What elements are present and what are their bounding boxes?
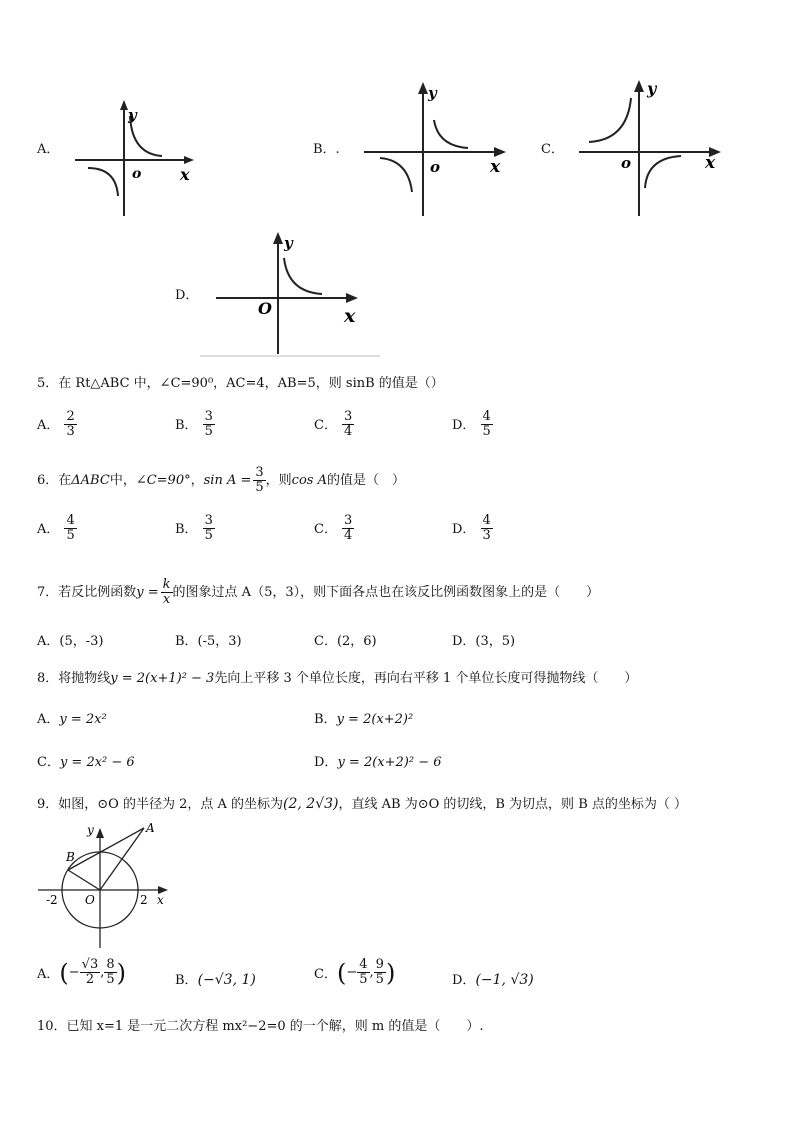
option-c[interactable] <box>314 410 354 439</box>
option-label: A． <box>37 142 60 157</box>
axis-x-label: x <box>344 305 356 327</box>
option-c[interactable]: C．(2，6) <box>314 634 377 649</box>
point-b-label: B <box>66 850 75 864</box>
option-a[interactable] <box>37 410 77 439</box>
fraction: $\frac{3}{4}$ <box>344 409 353 439</box>
fraction: $\frac{9}{5}$ <box>375 957 384 987</box>
fraction: $\frac{3}{5}$ <box>204 513 213 543</box>
fraction: $\frac{3}{5}$ <box>204 409 213 439</box>
fraction: $\frac{4}{3}$ <box>482 513 491 543</box>
fraction: $\frac{8}{5}$ <box>106 957 115 987</box>
axis-y-label: y <box>647 79 657 98</box>
question-9-stem: 9．如图，⊙O 的半径为 2，点 A 的坐标为(2, 2√3)，直线 AB 为⊙O 的切线，B 为切点，则 B 点的坐标为（ ） <box>37 796 688 812</box>
tick-neg2-label: -2 <box>46 893 58 907</box>
option-d[interactable] <box>452 410 493 439</box>
axis-y-label: y <box>128 106 137 124</box>
origin-label: O <box>258 299 272 318</box>
axis-x-label: x <box>490 157 501 177</box>
option-b[interactable]: B．(-5，3) <box>175 634 242 649</box>
option-b[interactable]: B．y = 2(x+2)² <box>314 712 414 727</box>
option-d[interactable]: D．y = 2(x+2)² − 6 <box>314 755 442 770</box>
graph-a <box>70 98 200 218</box>
option-a[interactable]: A． $\frac{4}{5}$ <box>37 513 75 543</box>
option-a[interactable]: A．(5，-3) <box>37 634 104 649</box>
option-d[interactable]: D．(3，5) <box>452 634 516 649</box>
axis-y-label: y <box>428 84 437 102</box>
option-label: D． <box>175 288 199 303</box>
option-b[interactable] <box>175 410 215 439</box>
origin-label: o <box>430 158 441 176</box>
fraction: $\frac{3}{5}$ <box>255 465 264 495</box>
option-label: C． <box>314 418 337 433</box>
axis-x-label: x <box>157 893 164 907</box>
option-b[interactable]: B． $\frac{3}{5}$ <box>175 513 213 543</box>
tick-pos2-label: 2 <box>140 893 148 907</box>
question-7-stem: 7．若反比例函数 y = $\frac{k}{x}$ 的图象过点 A（5，3），则下面各点也在该反比例函数图象上的是（ ） <box>37 577 600 607</box>
option-label: A． <box>37 418 60 433</box>
axis-x-label: x <box>705 153 716 173</box>
graph-d <box>200 228 380 358</box>
axis-y-label: y <box>87 823 94 837</box>
option-label: D． <box>452 418 476 433</box>
option-label: C． <box>541 142 564 157</box>
question-10-stem: 10．已知 x=1 是一元二次方程 mx²−2=0 的一个解，则 m 的值是（ ）. <box>37 1019 484 1034</box>
origin-label: o <box>132 166 142 182</box>
option-c[interactable]: C．y = 2x² − 6 <box>37 755 135 770</box>
fraction: $\frac{4}{5}$ <box>482 409 491 439</box>
fraction: $\frac{k}{x}$ <box>162 577 171 607</box>
option-b[interactable]: B．(−√3, 1) <box>175 972 256 988</box>
fraction: $\frac{2}{3}$ <box>66 409 75 439</box>
option-label: B．. <box>313 142 340 157</box>
graph-c <box>575 76 730 218</box>
question-8-stem: 8．将抛物线y = 2(x+1)² − 3先向上平移 3 个单位长度，再向右平移 1 个单位长度可得抛物线（ ） <box>37 671 638 686</box>
option-d[interactable]: D．(−1, √3) <box>452 972 534 988</box>
graph-b <box>360 80 510 218</box>
option-c[interactable]: C． $\frac{3}{4}$ <box>314 513 353 543</box>
fraction: $\frac{√3}{2}$ <box>81 957 99 987</box>
question-6-stem: 6．在 ΔABC 中， ∠C=90° ， sin A = $\frac{3}{5}$ ，则 cos A 的值是（ ） <box>37 465 405 495</box>
option-label: B． <box>175 418 198 433</box>
origin-label: o <box>621 154 632 172</box>
question-5-stem: 5．在 Rt△ABC 中，∠C=90⁰，AC=4，AB=5，则 sinB 的值是（） <box>37 376 444 391</box>
fraction: $\frac{4}{5}$ <box>66 513 75 543</box>
point-a-label: A <box>146 821 155 835</box>
origin-label: O <box>85 893 95 907</box>
fraction: $\frac{3}{4}$ <box>344 513 353 543</box>
circle-tangent-figure <box>36 820 176 950</box>
option-d[interactable]: D． $\frac{4}{3}$ <box>452 513 491 543</box>
option-a[interactable]: A．y = 2x² <box>37 712 107 727</box>
option-c[interactable]: C． ( − $\frac{4}{5}$ , $\frac{9}{5}$ ) <box>314 957 396 987</box>
axis-y-label: y <box>284 234 293 252</box>
fraction: $\frac{4}{5}$ <box>359 957 368 987</box>
axis-x-label: x <box>180 165 190 184</box>
option-a[interactable]: A． ( − $\frac{√3}{2}$ , $\frac{8}{5}$ ) <box>37 957 127 987</box>
